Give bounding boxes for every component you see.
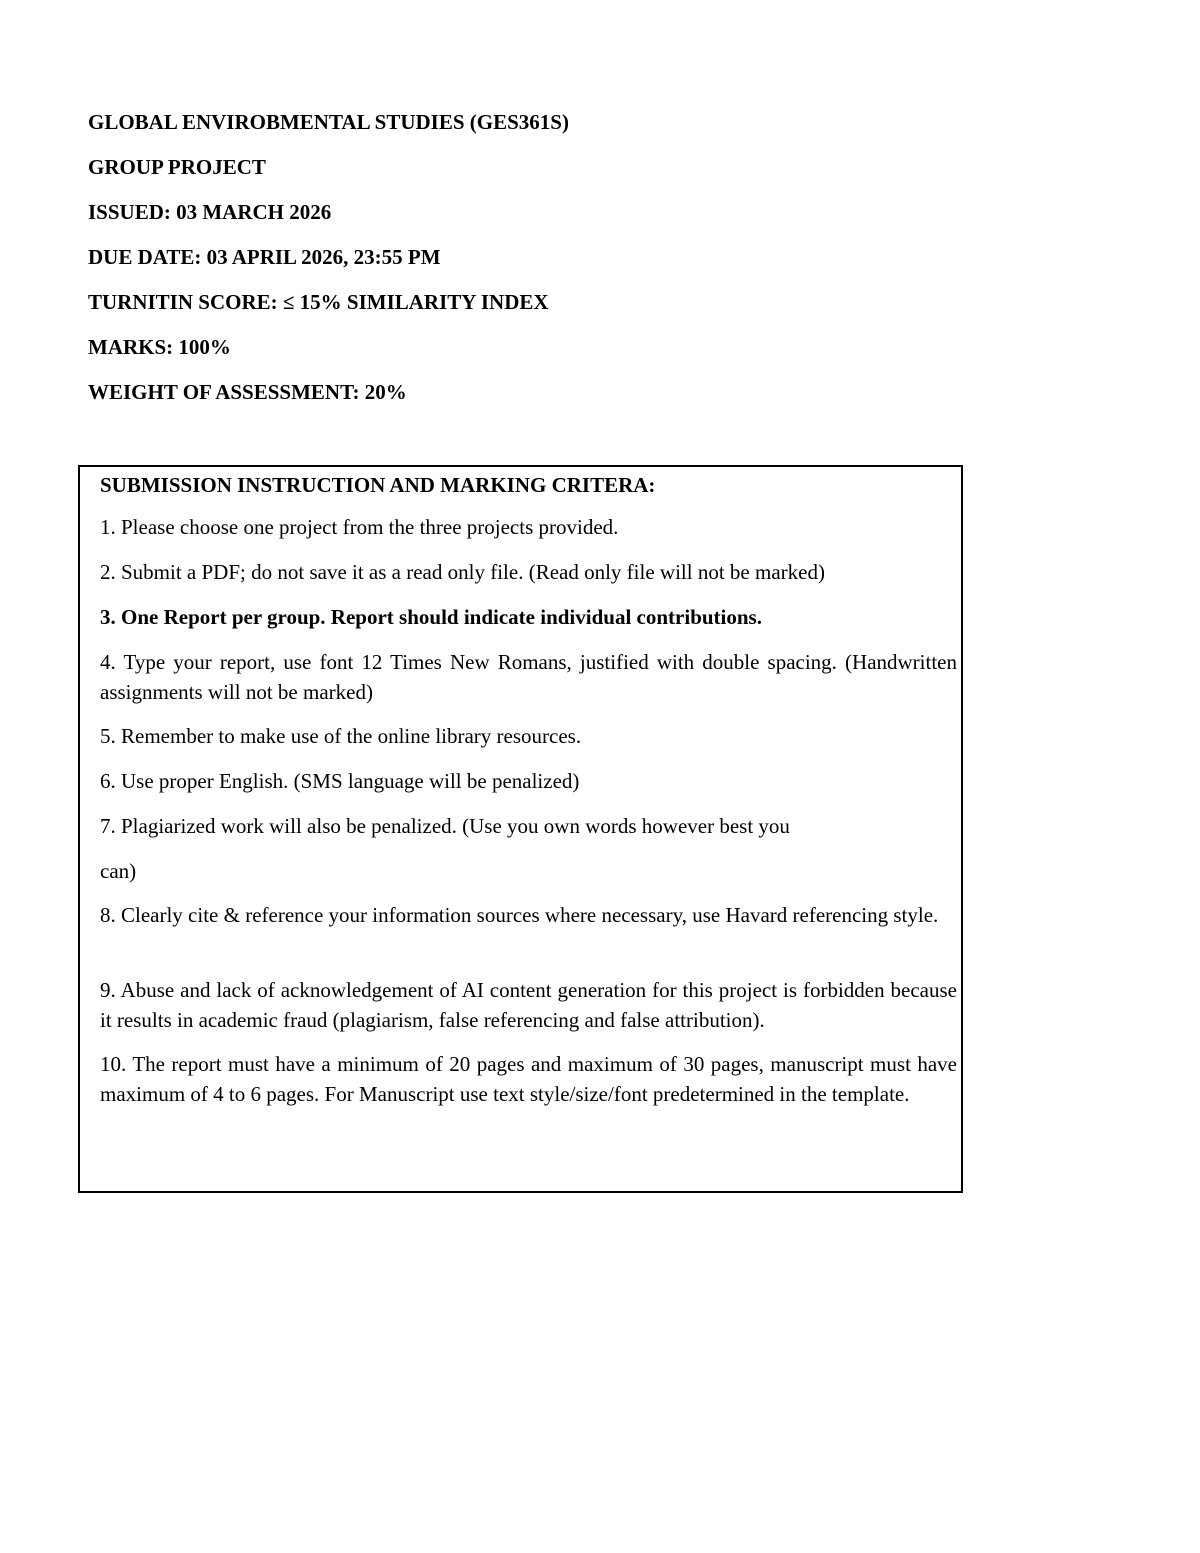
due-date: DUE DATE: 03 APRIL 2026, 23:55 PM: [88, 245, 441, 269]
assignment-header: [88, 108, 988, 423]
course-title: GLOBAL ENVIROBMENTAL STUDIES (GES361S): [88, 110, 569, 134]
instruction-item: 4. Type your report, use font 12 Times New Romans, justified with double spacing. (Handwritten assignments will not be marked): [100, 650, 957, 704]
turnitin-score: TURNITIN SCORE: ≤ 15% SIMILARITY INDEX: [88, 290, 549, 314]
instruction-item: 3. One Report per group. Report should indicate individual contributions.: [100, 605, 762, 629]
project-type: GROUP PROJECT: [88, 155, 266, 179]
marks: MARKS: 100%: [88, 335, 231, 359]
issued-date: ISSUED: 03 MARCH 2026: [88, 200, 332, 224]
instruction-item: 5. Remember to make use of the online library resources.: [100, 724, 582, 748]
instructions-box: [78, 465, 963, 1193]
instruction-item: 6. Use proper English. (SMS language will be penalized): [100, 769, 580, 793]
instruction-item: 7. Plagiarized work will also be penalized. (Use you own words however best you: [100, 814, 790, 838]
instruction-item: 10. The report must have a minimum of 20 pages and maximum of 30 pages, manuscript must have maximum of 4 to 6 pages. For Manuscript use text style/size/font predetermined in the template.: [100, 1052, 957, 1106]
instructions-title: SUBMISSION INSTRUCTION AND MARKING CRITERA:: [100, 473, 656, 497]
instruction-item: can): [100, 859, 137, 883]
instruction-item: 8. Clearly cite & reference your information sources where necessary, use Havard referencing style.: [100, 903, 939, 927]
instruction-item: 2. Submit a PDF; do not save it as a read only file. (Read only file will not be marked): [100, 560, 825, 584]
instruction-item: 1. Please choose one project from the three projects provided.: [100, 515, 619, 539]
assessment-weight: WEIGHT OF ASSESSMENT: 20%: [88, 380, 407, 404]
instruction-item: 9. Abuse and lack of acknowledgement of AI content generation for this project is forbidden because it results in academic fraud (plagiarism, false referencing and false attribution).: [100, 978, 957, 1032]
